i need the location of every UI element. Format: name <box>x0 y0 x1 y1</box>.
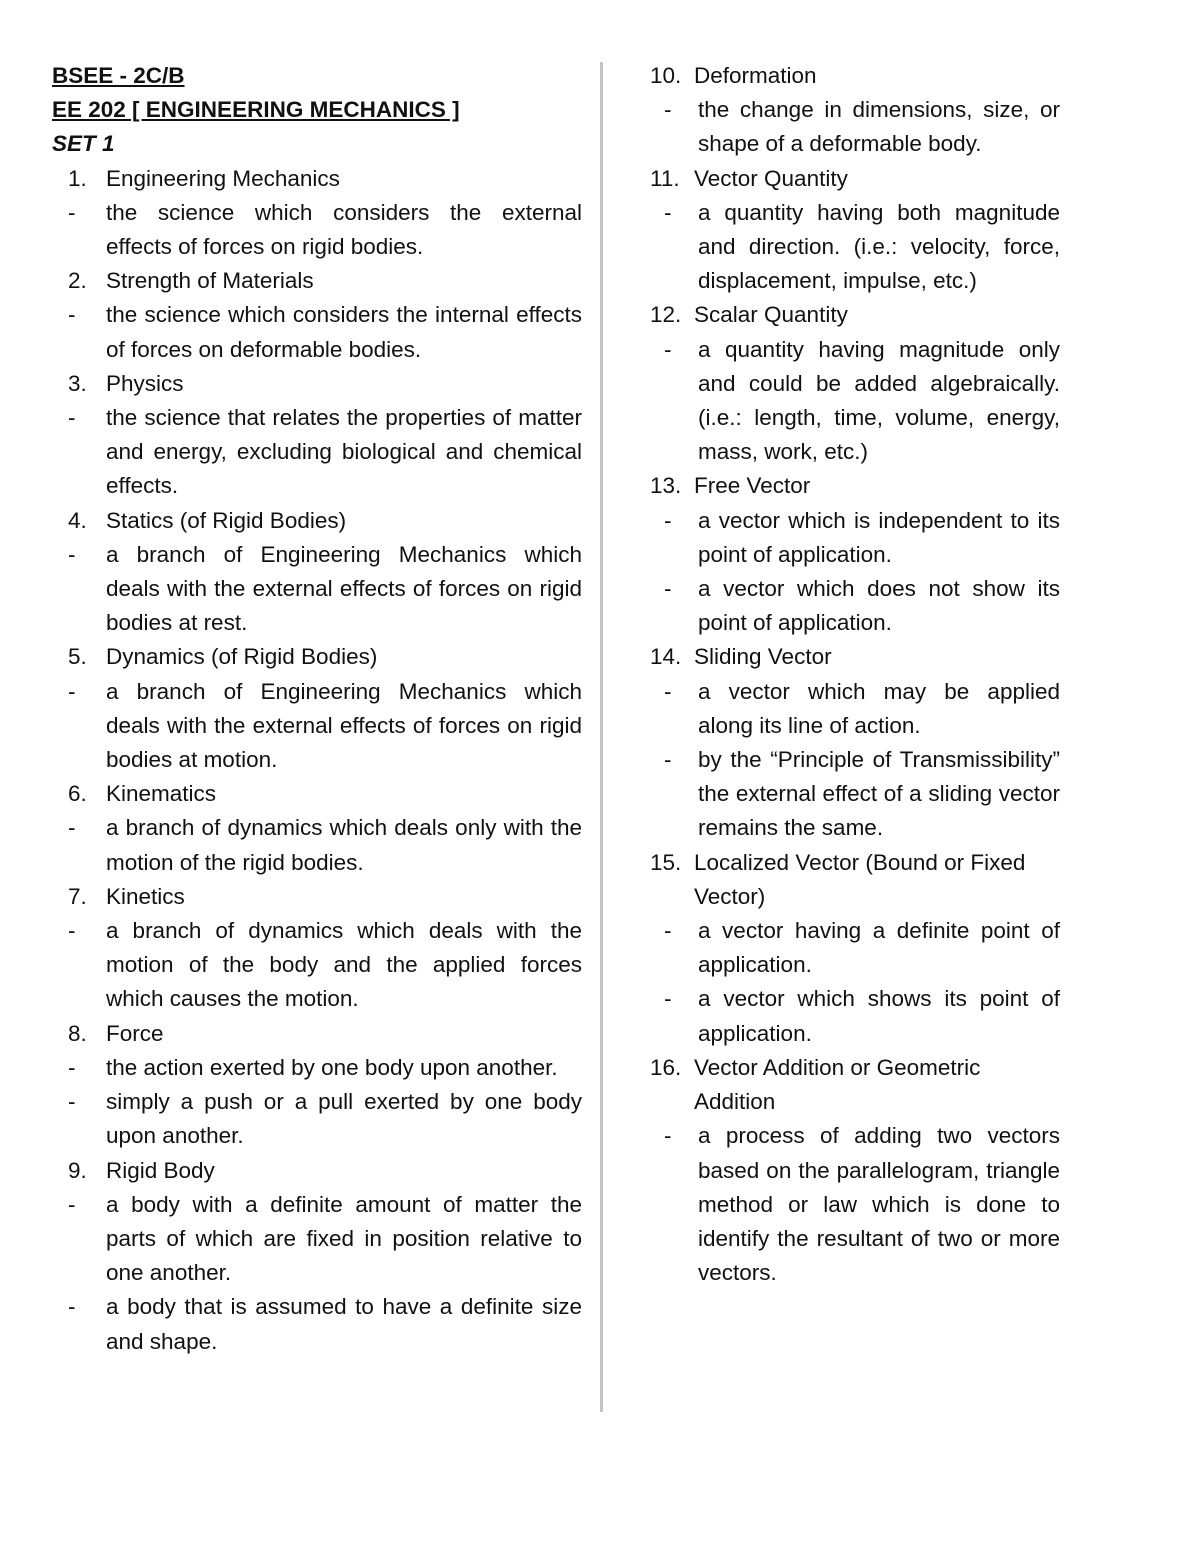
definition-text: the science which considers the external effects of forces on rigid bodies. <box>106 199 582 260</box>
dash-bullet: - <box>68 918 76 944</box>
term-number: 6. <box>68 781 87 807</box>
definition-text: a branch of dynamics which deals only with the motion of the rigid bodies. <box>106 815 582 875</box>
term-item <box>650 469 1060 503</box>
definition-text: a vector which is independent to its point of application. <box>698 507 1060 567</box>
term-number: 9. <box>68 1157 87 1183</box>
definition-item <box>52 1188 582 1291</box>
term-item <box>650 59 1060 93</box>
term-item <box>52 264 582 298</box>
dash-bullet: - <box>664 507 672 533</box>
dash-bullet: - <box>68 678 76 704</box>
term-number: 13. <box>650 473 682 499</box>
term-title: Dynamics (of Rigid Bodies) <box>106 644 378 670</box>
definition-item <box>650 504 1060 572</box>
left-column <box>52 59 582 1359</box>
dash-bullet: - <box>68 541 76 567</box>
dash-bullet: - <box>664 918 672 944</box>
definition-item <box>650 1119 1060 1290</box>
term-title: Kinematics <box>106 781 217 807</box>
definition-item <box>650 93 1060 161</box>
definition-text: a process of adding two vectors based on the parallelogram, triangle method or law which is done to identify the resultant of two or more vectors. <box>698 1123 1060 1286</box>
term-title: Free Vector <box>694 473 811 499</box>
definition-item <box>52 1290 582 1358</box>
definition-item <box>52 298 582 366</box>
term-item <box>52 880 582 914</box>
dash-bullet: - <box>664 678 672 704</box>
dash-bullet: - <box>68 405 76 431</box>
term-item <box>52 1017 582 1051</box>
term-title: Localized Vector (Bound or Fixed Vector) <box>694 849 1026 909</box>
term-title: Rigid Body <box>106 1157 215 1183</box>
term-number: 1. <box>68 165 87 191</box>
definition-text: a vector which shows its point of application. <box>698 986 1060 1046</box>
term-item <box>650 298 1060 332</box>
definition-text: the science which considers the internal effects of forces on deformable bodies. <box>106 302 582 362</box>
definition-text: the change in dimensions, size, or shape of a deformable body. <box>698 97 1060 157</box>
definition-item <box>52 401 582 504</box>
dash-bullet: - <box>68 302 76 328</box>
term-title: Deformation <box>694 63 817 88</box>
definition-text: a branch of Engineering Mechanics which deals with the external effects of forces on rigid bodies at rest. <box>106 541 582 636</box>
definition-text: a body that is assumed to have a definite size and shape. <box>106 1294 582 1354</box>
definition-text: the science that relates the properties of matter and energy, excluding biological and chemical effects. <box>106 405 582 499</box>
term-item <box>52 367 582 401</box>
term-number: 3. <box>68 370 87 396</box>
definition-item <box>52 675 582 778</box>
term-title: Sliding Vector <box>694 644 832 670</box>
definition-text: a vector having a definite point of application. <box>698 918 1060 978</box>
dash-bullet: - <box>664 986 672 1012</box>
course-heading: EE 202 [ ENGINEERING MECHANICS ] <box>52 97 460 123</box>
definition-item <box>52 538 582 641</box>
definition-item <box>52 914 582 1017</box>
term-title: Vector Quantity <box>694 165 848 191</box>
term-number: 12. <box>650 302 682 328</box>
term-number: 7. <box>68 883 87 909</box>
term-title: Force <box>106 1020 164 1046</box>
term-item <box>52 640 582 674</box>
term-number: 11. <box>650 165 680 191</box>
definition-text: by the “Principle of Transmissibility” the external effect of a sliding vector remains the same. <box>698 747 1060 841</box>
term-item <box>650 1051 1060 1119</box>
term-item <box>52 1154 582 1188</box>
definition-text: a vector which may be applied along its line of action. <box>698 678 1060 738</box>
definition-item <box>650 675 1060 743</box>
definition-text: a quantity having magnitude only and could be added algebraically. (i.e.: length, time, volume, energy, mass, work, etc.) <box>698 336 1060 465</box>
definition-item <box>52 1051 582 1085</box>
term-number: 5. <box>68 644 87 670</box>
term-title: Scalar Quantity <box>694 302 848 328</box>
dash-bullet: - <box>664 97 672 123</box>
dash-bullet: - <box>664 336 672 362</box>
definition-text: a vector which does not show its point of application. <box>698 576 1060 636</box>
definition-item <box>52 196 582 264</box>
dash-bullet: - <box>68 1294 76 1320</box>
right-column <box>650 59 1060 1290</box>
dash-bullet: - <box>664 747 672 773</box>
term-number: 10. <box>650 63 682 88</box>
dash-bullet: - <box>664 1123 672 1149</box>
dash-bullet: - <box>68 1191 76 1217</box>
dash-bullet: - <box>664 199 672 225</box>
term-number: 8. <box>68 1020 87 1046</box>
term-number: 2. <box>68 268 87 294</box>
dash-bullet: - <box>68 1054 76 1080</box>
term-title: Engineering Mechanics <box>106 165 340 191</box>
term-number: 15. <box>650 849 682 875</box>
term-number: 16. <box>650 1054 682 1080</box>
term-number: 4. <box>68 507 87 533</box>
term-title: Vector Addition or Geometric Addition <box>694 1054 981 1115</box>
term-item <box>650 846 1060 914</box>
definition-item <box>650 572 1060 640</box>
term-item <box>52 777 582 811</box>
definition-text: a quantity having both magnitude and direction. (i.e.: velocity, force, displacement, impulse, etc.) <box>698 199 1060 294</box>
term-item <box>52 504 582 538</box>
definition-item <box>650 982 1060 1050</box>
set-label: SET 1 <box>52 131 115 157</box>
term-item <box>650 162 1060 196</box>
dash-bullet: - <box>68 815 76 841</box>
definition-text: simply a push or a pull exerted by one body upon another. <box>106 1089 582 1149</box>
definition-item <box>52 811 582 879</box>
term-title: Kinetics <box>106 883 185 909</box>
term-item <box>650 640 1060 674</box>
dash-bullet: - <box>68 1089 76 1115</box>
definition-text: a branch of dynamics which deals with the motion of the body and the applied forces which causes the motion. <box>106 918 582 1012</box>
definition-item <box>650 196 1060 299</box>
definition-text: a body with a definite amount of matter the parts of which are fixed in position relative to one another. <box>106 1191 582 1286</box>
term-title: Statics (of Rigid Bodies) <box>106 507 347 533</box>
definition-text: a branch of Engineering Mechanics which deals with the external effects of forces on rigid bodies at motion. <box>106 678 582 773</box>
term-number: 14. <box>650 644 682 670</box>
definition-item <box>650 333 1060 470</box>
definition-item <box>52 1085 582 1153</box>
definition-text: the action exerted by one body upon another. <box>106 1054 558 1080</box>
term-title: Physics <box>106 370 184 396</box>
dash-bullet: - <box>68 199 76 225</box>
definition-item <box>650 914 1060 982</box>
column-divider <box>600 62 603 1412</box>
definition-item <box>650 743 1060 846</box>
dash-bullet: - <box>664 576 672 602</box>
term-title: Strength of Materials <box>106 268 314 294</box>
term-item <box>52 162 582 196</box>
program-heading: BSEE - 2C/B <box>52 63 185 88</box>
